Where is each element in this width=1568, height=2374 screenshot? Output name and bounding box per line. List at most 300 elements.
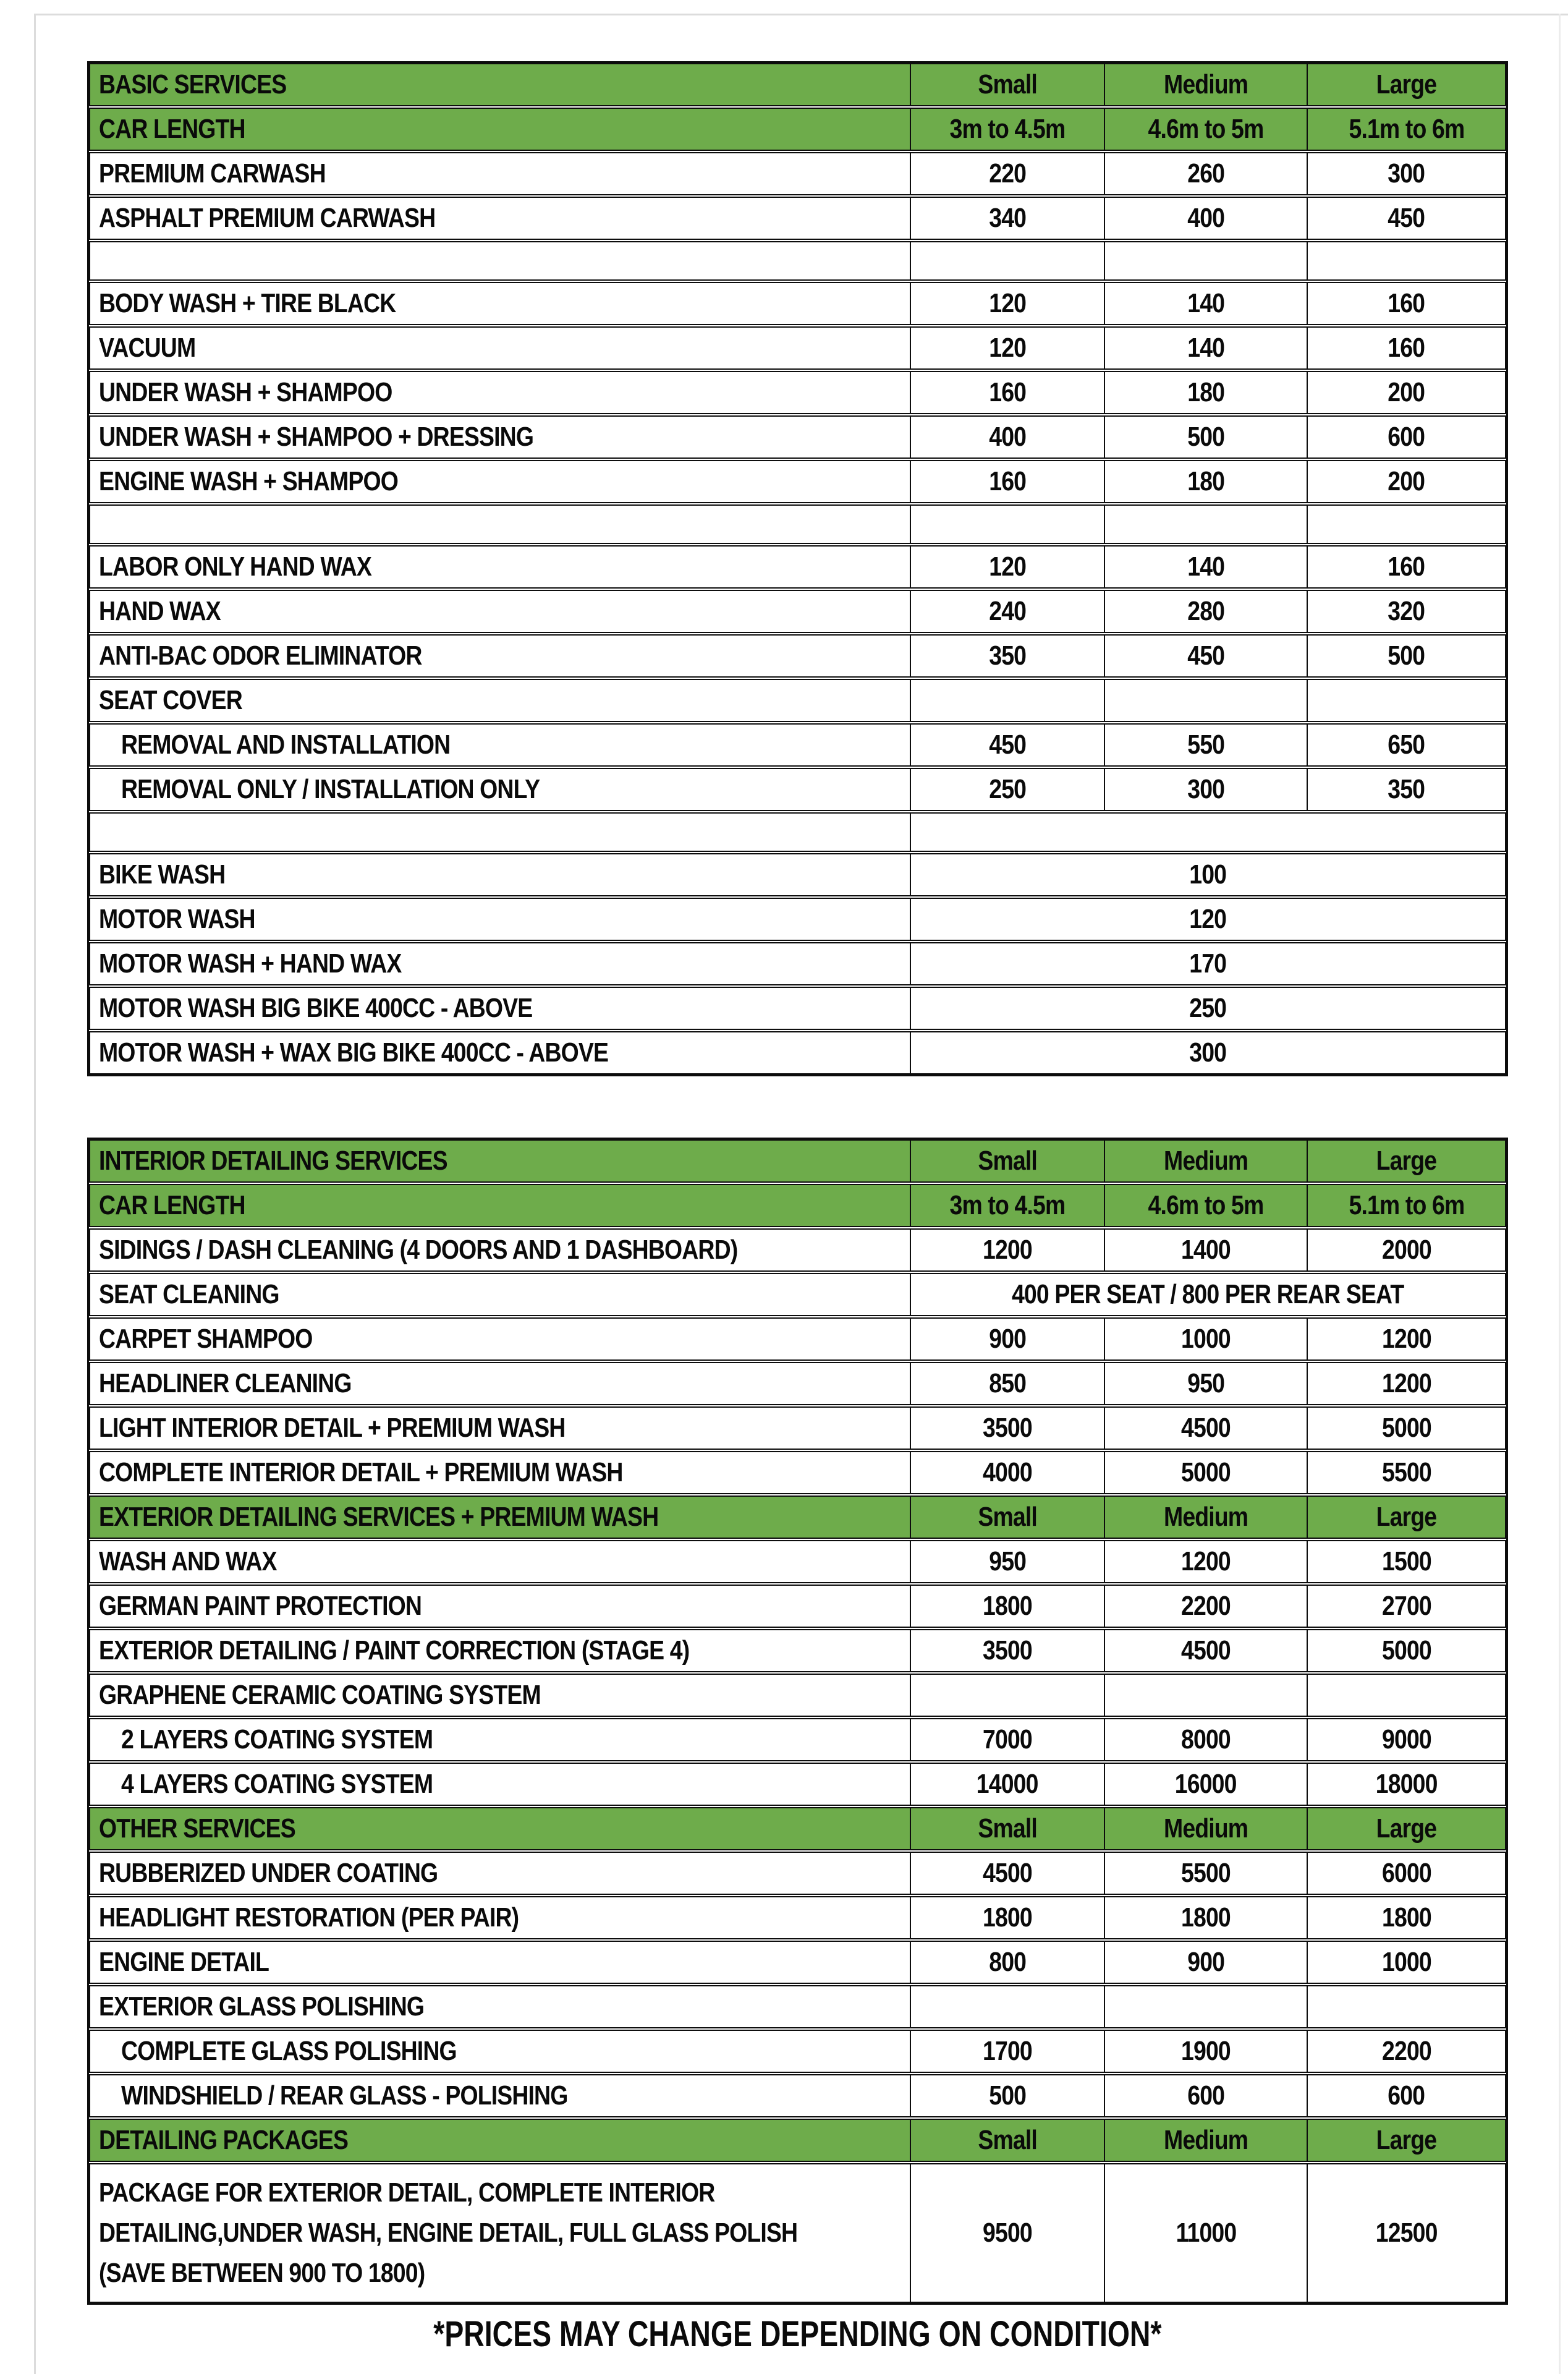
service-row [89,1763,1506,1806]
cell-text: 450 [1388,203,1425,233]
service-row [89,2030,1506,2073]
cell-text: 350 [989,640,1026,671]
cell-text: MOTOR WASH [99,904,255,934]
cell-text: 400 PER SEAT / 800 PER REAR SEAT [1012,1279,1404,1309]
service-name-cell [89,1031,911,1074]
price-cell-small [911,108,1105,151]
cell-text: 4.6m to 5m [1148,114,1264,144]
price-cell-small [911,1763,1105,1806]
service-name-cell [89,282,911,325]
price-cell-large [1308,1184,1506,1227]
service-row [89,152,1506,195]
cell-text: Medium [1163,1813,1248,1844]
price-cell-small [911,2074,1105,2117]
price-cell-small [911,415,1105,459]
service-name-cell [89,942,911,985]
price-cell-medium [1105,634,1308,678]
cell-text: 4 LAYERS COATING SYSTEM [121,1769,433,1799]
price-cell-large [1308,1941,1506,1984]
cell-text: 600 [1187,2080,1224,2111]
price-cell-medium [1105,768,1308,811]
service-row-merged [89,942,1506,985]
service-name-cell [89,1852,911,1895]
cell-text: VACUUM [99,333,196,363]
price-cell-small [911,1406,1105,1450]
service-row [89,1451,1506,1494]
service-row [89,460,1506,503]
cell-text: GERMAN PAINT PROTECTION [99,1591,422,1621]
service-row [89,371,1506,414]
service-name-cell [89,853,911,896]
cell-text: 4000 [983,1457,1032,1487]
price-cell-large [1308,415,1506,459]
section-title-cell [89,1807,911,1850]
service-name-cell [89,1228,911,1272]
price-cell-medium [1105,679,1308,722]
service-row [89,1852,1506,1895]
cell-text: 300 [1388,158,1425,189]
footer-note-text: *PRICES MAY CHANGE DEPENDING ON CONDITION* [433,2314,1162,2354]
price-cell-large [1308,2163,1506,2303]
cell-text: 280 [1187,596,1224,626]
service-row-merged [89,898,1506,941]
cell-text: 850 [989,1368,1026,1398]
price-cell-medium [1105,197,1308,240]
detailing-services-table [87,1138,1508,2305]
cell-text: SEAT COVER [99,685,242,715]
cell-text: 3m to 4.5m [949,114,1066,144]
cell-text: Small [978,1813,1037,1844]
price-cell-small [911,1228,1105,1272]
cell-text: WASH AND WAX [99,1546,277,1576]
cell-text: 180 [1187,466,1224,496]
service-name-cell [89,898,911,941]
cell-text: COMPLETE GLASS POLISHING [121,2036,457,2066]
page-edge-top-line [34,14,1568,15]
cell-text: HAND WAX [99,596,221,626]
merged-price-cell [911,812,1506,852]
cell-text: 600 [1388,422,1425,452]
cell-text: 160 [1388,333,1425,363]
service-row [89,634,1506,678]
cell-text: MOTOR WASH + HAND WAX [99,948,402,979]
service-name-cell [89,590,911,633]
cell-text: 140 [1187,288,1224,318]
cell-text: 2 LAYERS COATING SYSTEM [121,1724,433,1755]
price-cell-small [911,197,1105,240]
cell-text: 170 [1189,948,1227,979]
price-cell-large [1308,679,1506,722]
price-cell-small [911,723,1105,767]
price-cell-medium [1105,1362,1308,1405]
price-cell-medium [1105,1941,1308,1984]
cell-text: 120 [989,288,1026,318]
cell-text: 18000 [1375,1769,1438,1799]
service-name-cell [89,1362,911,1405]
cell-text: 500 [989,2080,1026,2111]
cell-text: 5500 [1381,1457,1431,1487]
service-name-cell [89,987,911,1030]
car-length-row [89,108,1506,151]
cell-text: WINDSHIELD / REAR GLASS - POLISHING [121,2080,568,2111]
price-cell-small [911,1985,1105,2028]
page-edge-right-line [1559,14,1561,2374]
cell-text: 200 [1388,377,1425,407]
service-row [89,1228,1506,1272]
service-name-cell [89,2163,911,2303]
cell-text: 160 [1388,551,1425,582]
price-cell-medium [1105,723,1308,767]
cell-text: EXTERIOR GLASS POLISHING [99,1991,425,2022]
price-cell-large [1308,1718,1506,1761]
service-row [89,1941,1506,1984]
service-name-cell [89,1629,911,1672]
cell-text: 300 [1187,774,1224,804]
price-cell-medium [1105,1317,1308,1361]
price-cell-medium [1105,1451,1308,1494]
section-title-cell [89,1139,911,1183]
service-row [89,1406,1506,1450]
cell-text: 14000 [977,1769,1038,1799]
cell-text: (SAVE BETWEEN 900 TO 1800) [99,2258,425,2288]
price-cell-small [911,1540,1105,1583]
price-cell-medium [1105,1674,1308,1717]
cell-text: LIGHT INTERIOR DETAIL + PREMIUM WASH [99,1413,566,1443]
cell-text: 450 [1187,640,1224,671]
section-header-row [89,1139,1506,1183]
cell-text: 9500 [983,2218,1032,2248]
cell-text: MOTOR WASH + WAX BIG BIKE 400CC - ABOVE [99,1037,609,1068]
service-name-cell [89,371,911,414]
cell-text: COMPLETE INTERIOR DETAIL + PREMIUM WASH [99,1457,623,1487]
cell-text: DETAILING PACKAGES [99,2125,349,2155]
cell-text: 120 [989,551,1026,582]
cell-text: 2200 [1181,1591,1231,1621]
service-name-cell [89,1317,911,1361]
cell-text: 950 [989,1546,1026,1576]
price-cell-small [911,1139,1105,1183]
price-cell-large [1308,504,1506,544]
service-row-merged [89,853,1506,896]
service-name-cell [89,723,911,767]
price-cell-large [1308,108,1506,151]
cell-text: Small [978,1502,1037,1532]
cell-text: 16000 [1175,1769,1237,1799]
cell-text: 1200 [1381,1324,1431,1354]
cell-text: 5500 [1181,1858,1231,1888]
price-cell-small [911,1629,1105,1672]
service-row [89,545,1506,589]
cell-text: 1200 [1181,1546,1231,1576]
service-name-cell [89,1273,911,1316]
cell-text: Small [978,2125,1037,2155]
cell-text: PREMIUM CARWASH [99,158,326,189]
section-header-row [89,1495,1506,1539]
cell-text: BASIC SERVICES [99,69,287,100]
cell-text: 600 [1388,2080,1425,2111]
price-cell-medium [1105,590,1308,633]
cell-text: 250 [1189,993,1227,1023]
price-cell-large [1308,1495,1506,1539]
service-row-merged [89,1031,1506,1074]
price-cell-medium [1105,2163,1308,2303]
page-edge-left-line [34,14,36,2374]
cell-text: 4.6m to 5m [1148,1190,1264,1220]
cell-text: 450 [989,730,1026,760]
cell-text: 500 [1187,422,1224,452]
cell-text: CAR LENGTH [99,114,245,144]
cell-text: 140 [1187,333,1224,363]
section-title-cell [89,1495,911,1539]
service-row [89,1985,1506,2028]
cell-text: REMOVAL ONLY / INSTALLATION ONLY [121,774,540,804]
price-cell-small [911,1718,1105,1761]
cell-text: 120 [1189,904,1227,934]
service-name-cell [89,1674,911,1717]
price-cell-small [911,2030,1105,2073]
price-cell-medium [1105,1406,1308,1450]
cell-text: 400 [989,422,1026,452]
merged-price-cell [911,987,1506,1030]
price-cell-small [911,2163,1105,2303]
price-cell-medium [1105,545,1308,589]
price-cell-medium [1105,1139,1308,1183]
service-name-cell [89,1985,911,2028]
service-name-cell [89,768,911,811]
service-name-cell [89,326,911,370]
price-cell-large [1308,1139,1506,1183]
price-cell-medium [1105,1718,1308,1761]
cell-text: Medium [1163,1146,1248,1176]
price-cell-medium [1105,108,1308,151]
cell-text: 5.1m to 6m [1349,114,1464,144]
price-cell-large [1308,1763,1506,1806]
service-row [89,1585,1506,1628]
cell-text: 8000 [1181,1724,1231,1755]
price-cell-medium [1105,371,1308,414]
service-row-merged [89,987,1506,1030]
cell-text: Medium [1163,2125,1248,2155]
price-cell-large [1308,371,1506,414]
price-cell-medium [1105,63,1308,106]
cell-text: 5000 [1181,1457,1231,1487]
cell-text: Large [1376,1502,1437,1532]
cell-text: 120 [989,333,1026,363]
spacer-row-merged [89,812,1506,852]
cell-text: 240 [989,596,1026,626]
price-cell-small [911,1896,1105,1939]
merged-price-cell [911,898,1506,941]
cell-text: Medium [1163,69,1248,100]
cell-text: 4500 [1181,1635,1231,1666]
service-name-cell [89,812,911,852]
price-cell-medium [1105,1540,1308,1583]
price-cell-medium [1105,326,1308,370]
price-cell-small [911,634,1105,678]
cell-text: ENGINE WASH + SHAMPOO [99,466,399,496]
price-cell-large [1308,1362,1506,1405]
price-cell-medium [1105,1228,1308,1272]
price-cell-small [911,504,1105,544]
spacer-row [89,504,1506,544]
cell-text: 5.1m to 6m [1349,1190,1464,1220]
car-length-row [89,1184,1506,1227]
cell-text: 6000 [1381,1858,1431,1888]
cell-text: 1800 [983,1591,1032,1621]
cell-text: 1200 [983,1235,1032,1265]
service-row-merged [89,1273,1506,1316]
price-cell-medium [1105,1807,1308,1850]
cell-text: LABOR ONLY HAND WAX [99,551,372,582]
cell-text: 900 [1187,1947,1224,1977]
cell-text: RUBBERIZED UNDER COATING [99,1858,438,1888]
service-row [89,326,1506,370]
cell-text: 260 [1187,158,1224,189]
cell-text: 950 [1187,1368,1224,1398]
price-cell-small [911,1807,1105,1850]
cell-text: Large [1376,1813,1437,1844]
price-cell-small [911,371,1105,414]
service-row [89,679,1506,722]
service-name-cell [89,241,911,281]
cell-text: 800 [989,1947,1026,1977]
spacer-row [89,241,1506,281]
service-name-cell [89,1184,911,1227]
price-cell-large [1308,1585,1506,1628]
price-cell-large [1308,197,1506,240]
cell-text: 180 [1187,377,1224,407]
price-cell-small [911,241,1105,281]
price-cell-large [1308,1228,1506,1272]
price-cell-small [911,2119,1105,2162]
price-cell-large [1308,1896,1506,1939]
price-cell-large [1308,590,1506,633]
cell-text: DETAILING,UNDER WASH, ENGINE DETAIL, FULL GLASS POLISH [99,2218,798,2248]
price-cell-small [911,1495,1105,1539]
cell-text: PACKAGE FOR EXTERIOR DETAIL, COMPLETE INTERIOR [99,2177,715,2208]
price-cell-small [911,282,1105,325]
cell-text: HEADLINER CLEANING [99,1368,352,1398]
cell-text: UNDER WASH + SHAMPOO [99,377,392,407]
price-cell-large [1308,1540,1506,1583]
price-cell-large [1308,768,1506,811]
cell-text: UNDER WASH + SHAMPOO + DRESSING [99,422,534,452]
price-cell-medium [1105,1184,1308,1227]
cell-text: SIDINGS / DASH CLEANING (4 DOORS AND 1 DASHBOARD) [99,1235,738,1265]
cell-text: 1800 [983,1902,1032,1933]
price-cell-small [911,460,1105,503]
price-cell-medium [1105,504,1308,544]
cell-text: BODY WASH + TIRE BLACK [99,288,396,318]
service-row [89,1674,1506,1717]
service-row [89,1540,1506,1583]
cell-text: 140 [1187,551,1224,582]
service-row [89,590,1506,633]
price-cell-large [1308,1852,1506,1895]
service-row [89,415,1506,459]
section-header-row [89,2119,1506,2162]
service-name-cell [89,460,911,503]
cell-text: 1900 [1181,2036,1231,2066]
cell-text: EXTERIOR DETAILING / PAINT CORRECTION (STAGE 4) [99,1635,690,1666]
cell-text: 500 [1388,640,1425,671]
cell-text: Small [978,69,1037,100]
cell-text: 1700 [983,2036,1032,2066]
cell-text: 250 [989,774,1026,804]
price-cell-small [911,1585,1105,1628]
cell-text: 100 [1189,859,1227,890]
service-row [89,2074,1506,2117]
cell-text: 11000 [1176,2218,1236,2248]
cell-text: 3500 [983,1413,1032,1443]
price-cell-large [1308,282,1506,325]
price-cell-small [911,679,1105,722]
cell-text: Large [1376,69,1437,100]
service-name-cell [89,545,911,589]
price-cell-medium [1105,1896,1308,1939]
service-name-cell [89,1718,911,1761]
price-cell-small [911,1674,1105,1717]
service-name-cell [89,1763,911,1806]
cell-text: Medium [1163,1502,1248,1532]
price-cell-small [911,1451,1105,1494]
service-name-cell [89,1896,911,1939]
cell-text: Large [1376,2125,1437,2155]
price-cell-medium [1105,1985,1308,2028]
cell-text: 900 [989,1324,1026,1354]
package-row [89,2163,1506,2303]
cell-text: 160 [989,466,1026,496]
price-cell-medium [1105,2119,1308,2162]
cell-text: SEAT CLEANING [99,1279,279,1309]
service-row [89,1629,1506,1672]
price-cell-large [1308,723,1506,767]
price-cell-small [911,1852,1105,1895]
cell-text: 4500 [1181,1413,1231,1443]
cell-text: ASPHALT PREMIUM CARWASH [99,203,436,233]
service-row [89,723,1506,767]
cell-text: 650 [1388,730,1425,760]
cell-text: 550 [1187,730,1224,760]
price-cell-medium [1105,1585,1308,1628]
price-cell-large [1308,1317,1506,1361]
cell-text: 1800 [1181,1902,1231,1933]
cell-text: Large [1376,1146,1437,1176]
service-row [89,768,1506,811]
price-cell-large [1308,634,1506,678]
cell-text: 160 [1388,288,1425,318]
service-row [89,1362,1506,1405]
service-name-cell [89,108,911,151]
service-row [89,1317,1506,1361]
cell-text: 1500 [1381,1546,1431,1576]
price-cell-medium [1105,1495,1308,1539]
price-cell-large [1308,460,1506,503]
cell-text: 3m to 4.5m [949,1190,1066,1220]
price-cell-medium [1105,241,1308,281]
price-cell-medium [1105,152,1308,195]
cell-text: 5000 [1381,1635,1431,1666]
price-cell-large [1308,1451,1506,1494]
price-cell-large [1308,1406,1506,1450]
service-name-cell [89,197,911,240]
cell-text: 2200 [1381,2036,1431,2066]
price-cell-large [1308,152,1506,195]
service-name-cell [89,1585,911,1628]
cell-text: 12500 [1375,2218,1438,2248]
cell-text: 1400 [1181,1235,1231,1265]
price-cell-small [911,326,1105,370]
